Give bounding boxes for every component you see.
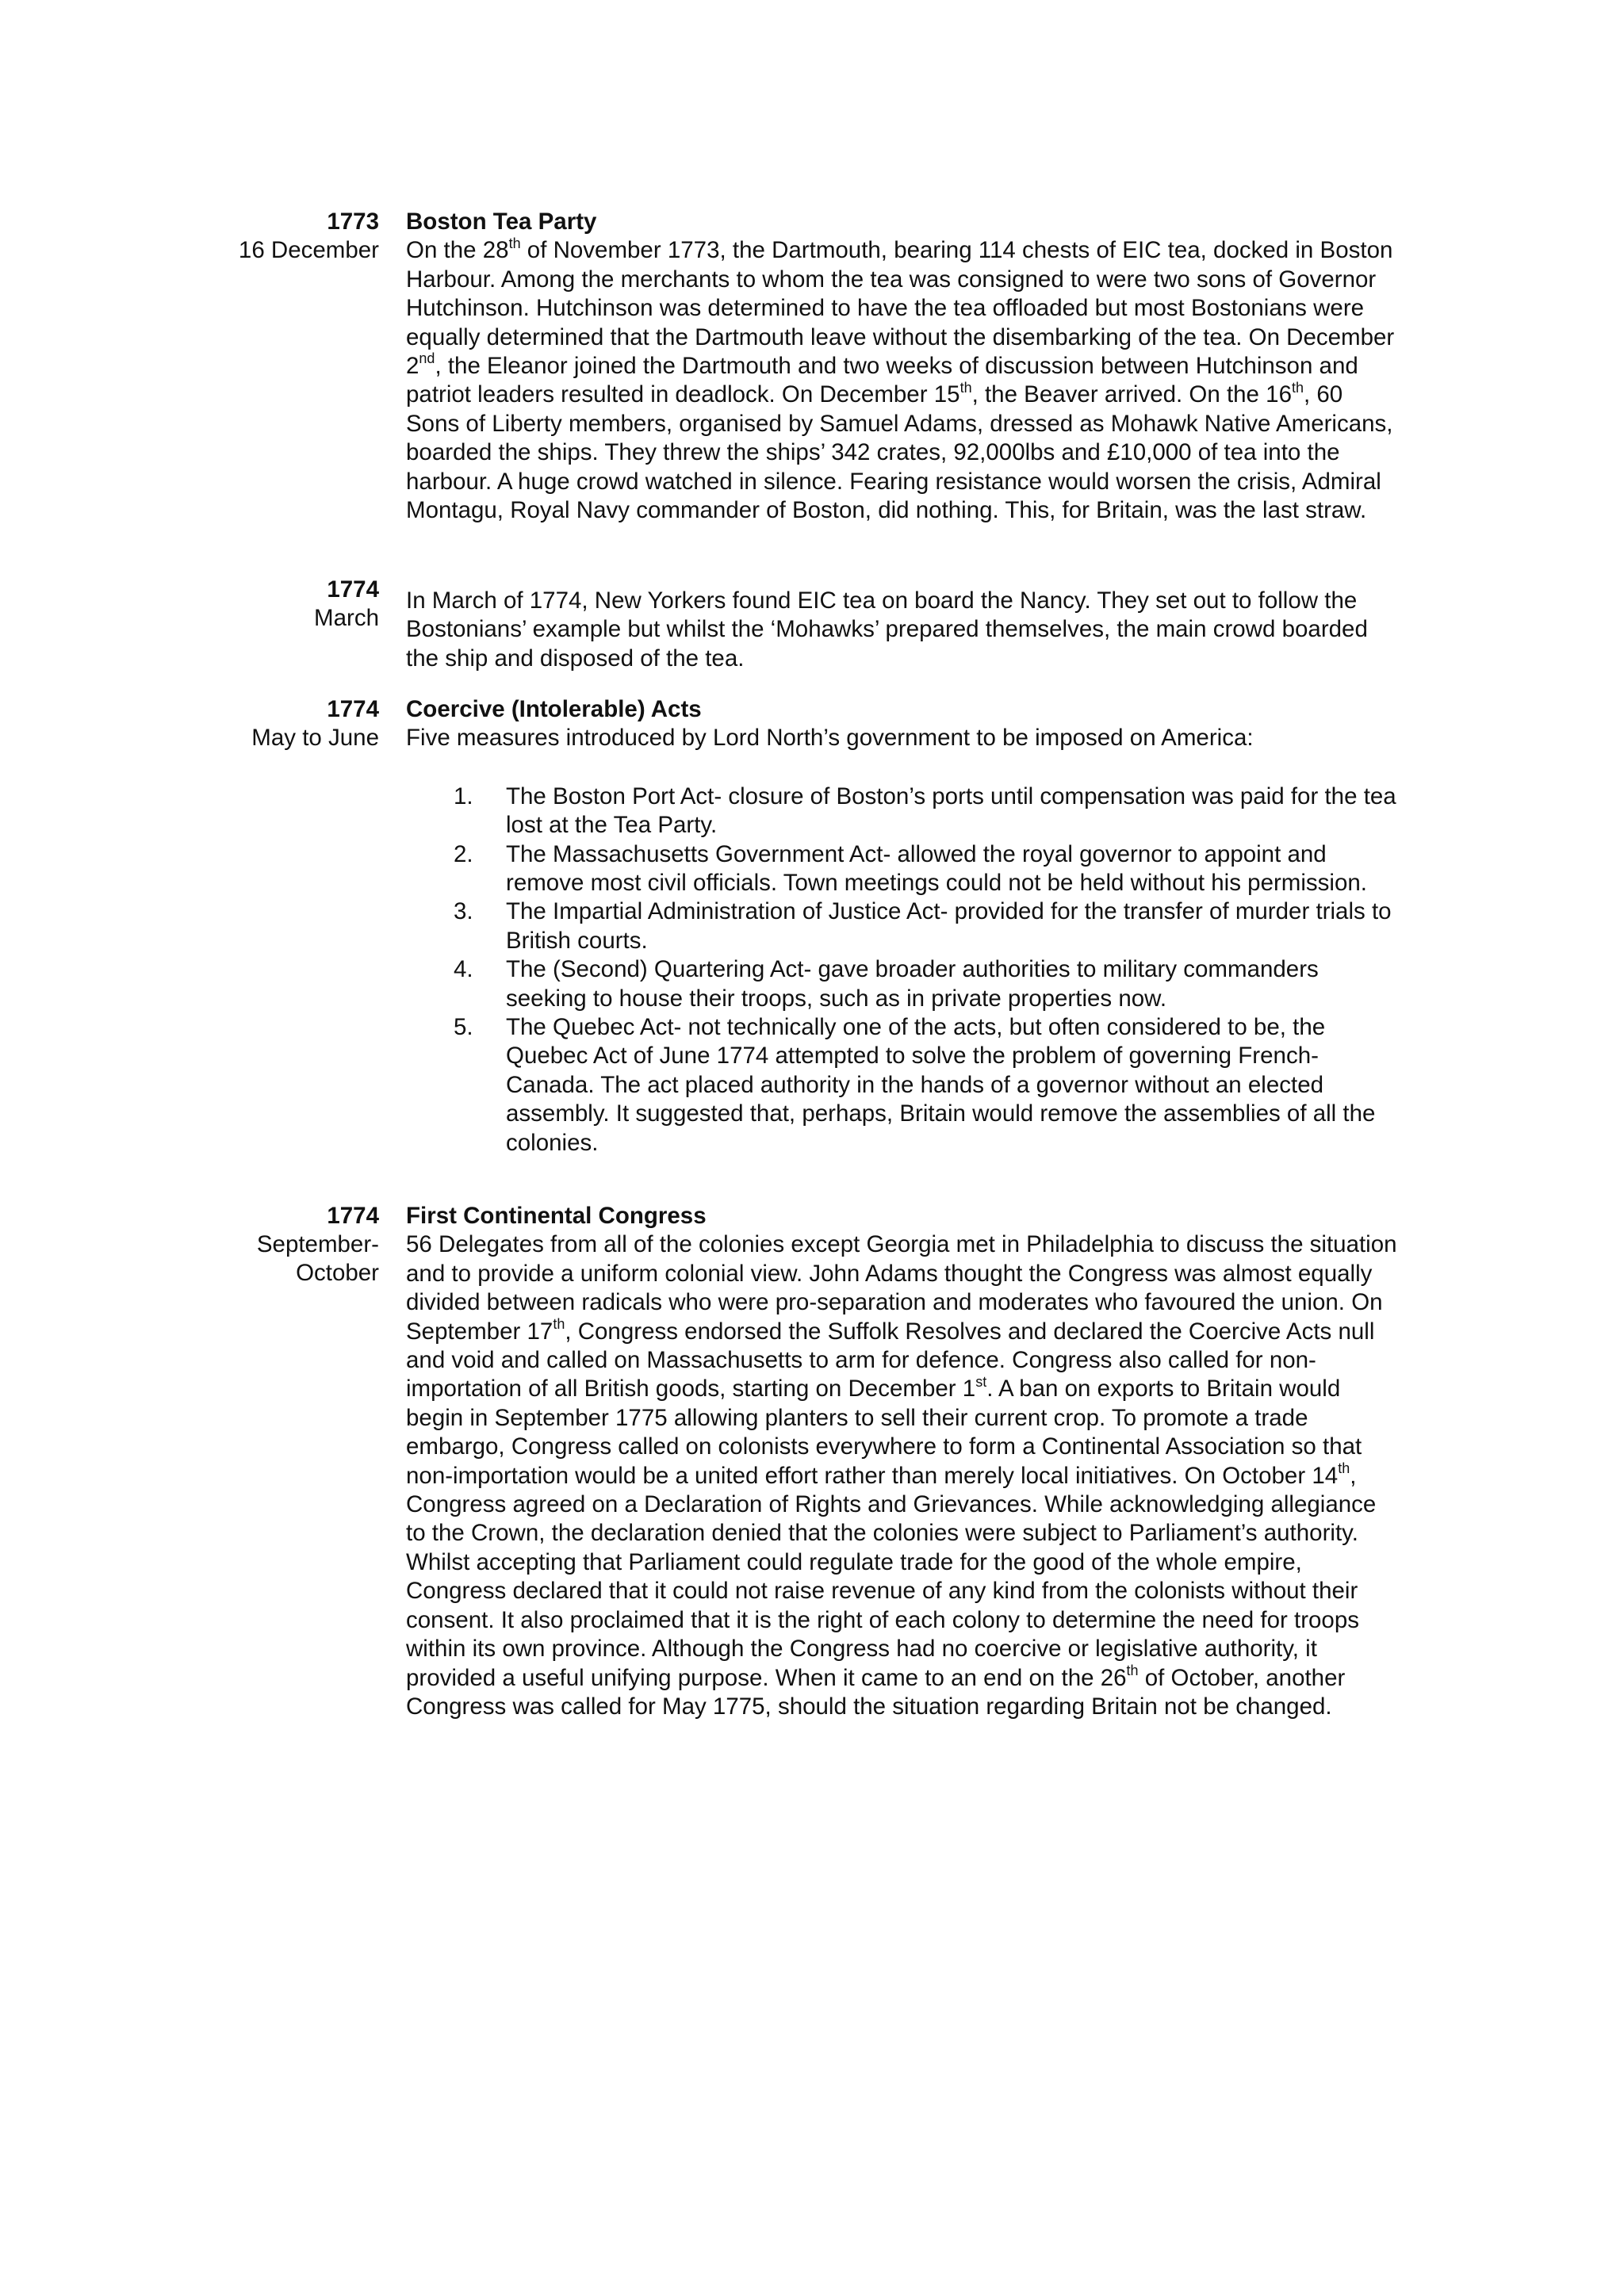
entry-paragraph: In March of 1774, New Yorkers found EIC tea on board the Nancy. They set out to follow the Bostonians’ example but whilst the ‘Mohawks’ prepared themselves, the main crowd boarded the ship and disposed of the tea.: [406, 587, 1368, 672]
list-text: The Massachusetts Government Act- allowed the royal governor to appoint and remove most civil officials. Town meetings could not be held without his permission.: [506, 840, 1367, 897]
list-number: 4.: [454, 956, 473, 983]
entry-heading: First Continental Congress: [406, 1203, 707, 1229]
ordinal-suffix: th: [1338, 1460, 1350, 1476]
list-text: The Impartial Administration of Justice Act- provided for the transfer of murder trials to British courts.: [506, 898, 1392, 954]
list-text: The Quebec Act- not technically one of the acts, but often considered to be, the Quebec Act of June 1774 attempted to solve the problem of governing French-Canada. The act placed authority in the hands of a governor without an elected assembly. It suggested that, perhaps, Britain would remove the assemblies of all the colonies.: [506, 1014, 1376, 1156]
entry-paragraph: [406, 1230, 1397, 1721]
ordinal-suffix: nd: [419, 350, 435, 367]
list-item: [406, 840, 1397, 898]
entry-body: [406, 695, 1397, 1158]
text-run: , 60 Sons of Liberty members, organised by Samuel Adams, dressed as Mohawk Native Americans, boarded the ships. They threw the ships’ 342 crates, 92,000lbs and £10,000 of tea into the harbour. A huge crowd watched in silence. Fearing resistance would worsen the crisis, Admiral Montagu, Royal Navy commander of Boston, did nothing. This, for Britain, was the last straw.: [406, 381, 1393, 524]
entry-paragraph: Five measures introduced by Lord North’s government to be imposed on America:: [406, 725, 1254, 752]
entry-heading: Boston Tea Party: [406, 209, 597, 235]
text-run: , the Eleanor joined the Dartmouth and two weeks of discussion between Hutchinson and patriot leaders resulted in deadlock. On December 15: [406, 353, 1358, 408]
entry-year: 1774: [327, 696, 379, 722]
list-text: The (Second) Quartering Act- gave broader authorities to military commanders seeking to house their troops, such as in private properties now.: [506, 956, 1319, 1012]
ordinal-suffix: th: [1126, 1662, 1139, 1678]
ordinal-suffix: st: [975, 1373, 987, 1390]
list-item: [406, 955, 1397, 1013]
list-number: 5.: [454, 1014, 473, 1041]
entry-year: 1774: [327, 576, 379, 603]
entry-date: [159, 576, 379, 633]
text-run: of November 1773, the Dartmouth, bearing 114 chests of EIC tea, docked in Boston Harbour. Among the merchants to whom the tea was consigned to were two sons of Governor Hutchinson. Hutchinson was determined to have the tea offloaded but most Bostonians were equally determined that the Dartmouth leave without the disembarking of the tea. On December 2: [406, 237, 1395, 380]
list-item: [406, 783, 1397, 840]
text-run: , Congress agreed on a Declaration of Rights and Grievances. While acknowledging allegiance to the Crown, the declaration denied that the colonies were subject to Parliament’s authority. Whilst accepting that Parliament could regulate trade for the good of the whole empire, Congress declared that it could not raise revenue of any kind from the colonists without their consent. It also proclaimed that it is the right of each colony to determine the need for troops within its own province. Although the Congress had no coercive or legislative authority, it provided a useful unifying purpose. When it came to an end on the 26: [406, 1462, 1377, 1691]
list-item: [406, 897, 1397, 955]
entry-date: [159, 695, 379, 752]
text-run: 56 Delegates from all of the colonies except Georgia met in Philadelphia to discuss the situation and to provide a uniform colonial view. John Adams thought the Congress was almost equally divided between radicals who were pro-separation and moderates who favoured the union. On September 17: [406, 1231, 1397, 1345]
list-item: [406, 1013, 1397, 1158]
entry-heading: Coercive (Intolerable) Acts: [406, 696, 702, 722]
text-run: of October, another Congress was called for May 1775, should the situation regarding Britain not be changed.: [406, 1664, 1346, 1720]
text-run: , the Beaver arrived. On the 16: [971, 381, 1292, 408]
entry-period: May to June: [251, 725, 379, 751]
ordinal-suffix: th: [1291, 379, 1304, 396]
entry-year: 1774: [327, 1203, 379, 1229]
entry-body: [406, 587, 1397, 673]
entry-body: [406, 208, 1397, 525]
list-number: 2.: [454, 840, 473, 867]
text-run: . A ban on exports to Britain would begin in September 1775 allowing planters to sell their current crop. To promote a trade embargo, Congress called on colonists everywhere to form a Continental Association so that non-importation would be a united effort rather than merely local initiatives. On October 14: [406, 1376, 1362, 1489]
ordinal-suffix: th: [553, 1315, 565, 1332]
entry-period: March: [314, 605, 379, 631]
entry-period: September-: [256, 1231, 379, 1257]
text-run: On the 28: [406, 237, 509, 264]
text-run: , Congress endorsed the Suffolk Resolves and declared the Coercive Acts null and void and called on Massachusetts to arm for defence. Congress also called for non-importation of all British goods, starting on December 1: [406, 1318, 1375, 1402]
ordinal-suffix: th: [508, 235, 521, 251]
acts-list: [406, 783, 1397, 1158]
ordinal-suffix: th: [959, 379, 972, 396]
entry-date: [159, 208, 379, 265]
entry-paragraph: [406, 236, 1397, 525]
entry-date: [159, 1202, 379, 1288]
list-text: The Boston Port Act- closure of Boston’s ports until compensation was paid for the tea lost at the Tea Party.: [506, 783, 1396, 839]
list-number: 1.: [454, 783, 473, 809]
list-number: 3.: [454, 898, 473, 925]
entry-body: [406, 1202, 1397, 1721]
entry-period: 16 December: [238, 237, 379, 263]
entry-period: October: [296, 1260, 379, 1286]
entry-year: 1773: [327, 209, 379, 235]
